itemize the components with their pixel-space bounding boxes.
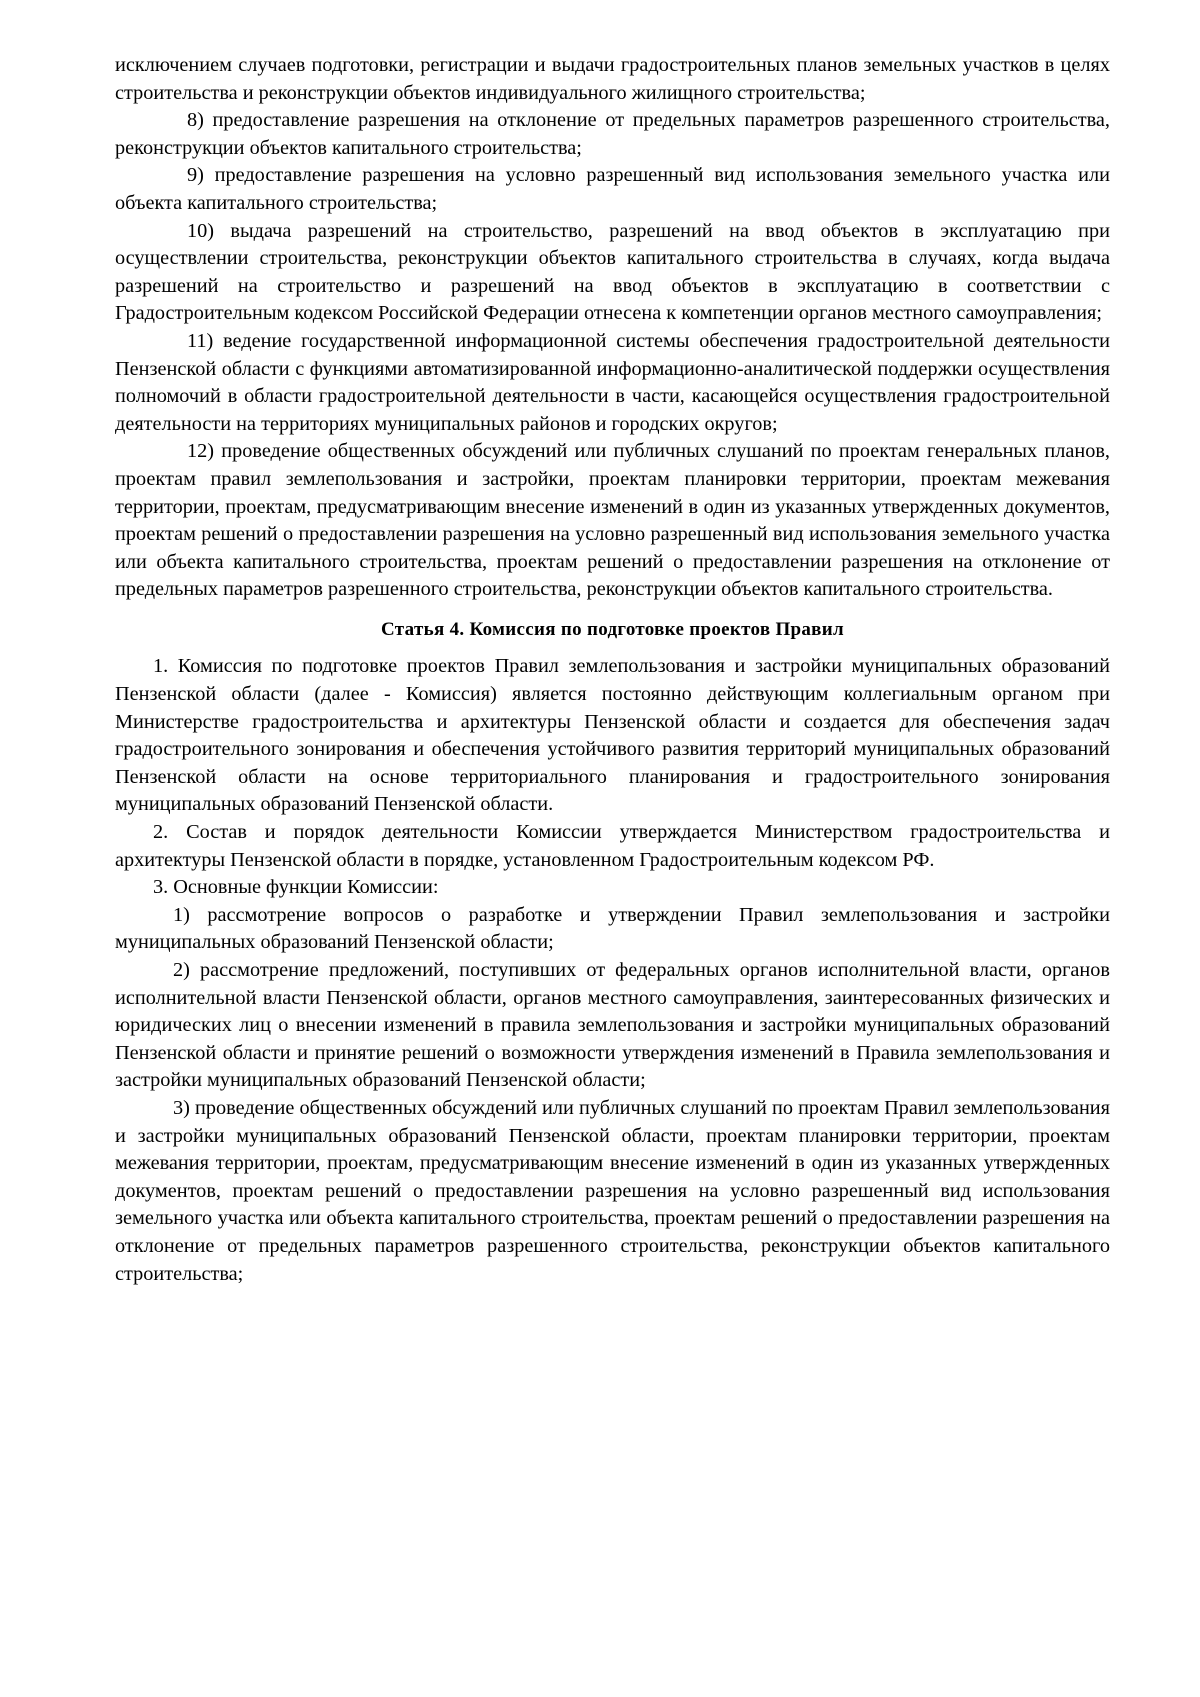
paragraph-continuation: исключением случаев подготовки, регистрации и выдачи градостроительных планов земельных участков в целях строительства и реконструкции объектов индивидуального жилищного строительства; [115,54,1110,104]
paragraph-function-1: 1) рассмотрение вопросов о разработке и утверждении Правил землепользования и застройки муниципальных образований Пензенской области; [115,903,1110,954]
paragraph-item-10: 10) выдача разрешений на строительство, разрешений на ввод объектов в эксплуатацию при осуществлении строительства, реконструкции объектов капитального строительства в случаях, когда выдача разрешений на строительство и разрешений на ввод объектов в эксплуатацию в соответствии с Градостроительным кодексом Российской Федерации отнесена к компетенции органов местного самоуправления; [115,219,1110,325]
paragraph-clause-1: 1. Комиссия по подготовке проектов Правил землепользования и застройки муниципальных образований Пензенской области (далее - Комиссия) является постоянно действующим коллегиальным органом при Министерстве градостроительства и архитектуры Пензенской области и создается для обеспечения задач градостроительного зонирования и обеспечения устойчивого развития территорий муниципальных образований Пензенской области на основе территориального планирования и градостроительного зонирования муниципальных образований Пензенской области. [115,655,1110,816]
paragraph-function-3: 3) проведение общественных обсуждений или публичных слушаний по проектам Правил землепользования и застройки муниципальных образований Пензенской области, проектам планировки территории, проектам межевания территории, проектам, предусматривающим внесение изменений в один из указанных утвержденных документов, проектам решений о предоставлении разрешения на условно разрешенный вид использования земельного участка или объекта капитального строительства, проектам решений о предоставлении разрешения на отклонение от предельных параметров разрешенного строительства, реконструкции объектов капитального строительства; [115,1096,1110,1285]
paragraph-clause-3: 3. Основные функции Комиссии: [153,876,439,899]
paragraph-item-11: 11) ведение государственной информационной системы обеспечения градостроительной деятельности Пензенской области с функциями автоматизированной информационно-аналитической поддержки осуществления полномочий в области градостроительной деятельности в части, касающейся осуществления градостроительной деятельности на территориях муниципальных районов и городских округов; [115,329,1110,435]
paragraph-item-8: 8) предоставление разрешения на отклонение от предельных параметров разрешенного строительства, реконструкции объектов капитального строительства; [115,109,1110,159]
paragraph-clause-2: 2. Состав и порядок деятельности Комиссии утверждается Министерством градостроительства и архитектуры Пензенской области в порядке, установленном Градостроительным кодексом РФ. [115,821,1110,871]
paragraph-item-12: 12) проведение общественных обсуждений или публичных слушаний по проектам генеральных планов, проектам правил землепользования и застройки, проектам планировки территории, проектам межевания территории, проектам, предусматривающим внесение изменений в один из указанных утвержденных документов, проектам решений о предоставлении разрешения на условно разрешенный вид использования земельного участка или объекта капитального строительства, проектам решений о предоставлении разрешения на отклонение от предельных параметров разрешенного строительства, реконструкции объектов капитального строительства. [115,440,1110,601]
article-4-heading: Статья 4. Комиссия по подготовке проектов Правил [381,618,844,640]
paragraph-function-2: 2) рассмотрение предложений, поступивших от федеральных органов исполнительной власти, органов исполнительной власти Пензенской области, органов местного самоуправления, заинтересованных физических и юридических лиц о внесении изменений в правила землепользования и застройки муниципальных образований Пензенской области и принятие решений о возможности утверждения изменений в Правила землепользования и застройки муниципальных образований Пензенской области; [115,959,1110,1092]
document-page [115,52,1110,1288]
paragraph-item-9: 9) предоставление разрешения на условно разрешенный вид использования земельного участка или объекта капитального строительства; [115,164,1110,214]
